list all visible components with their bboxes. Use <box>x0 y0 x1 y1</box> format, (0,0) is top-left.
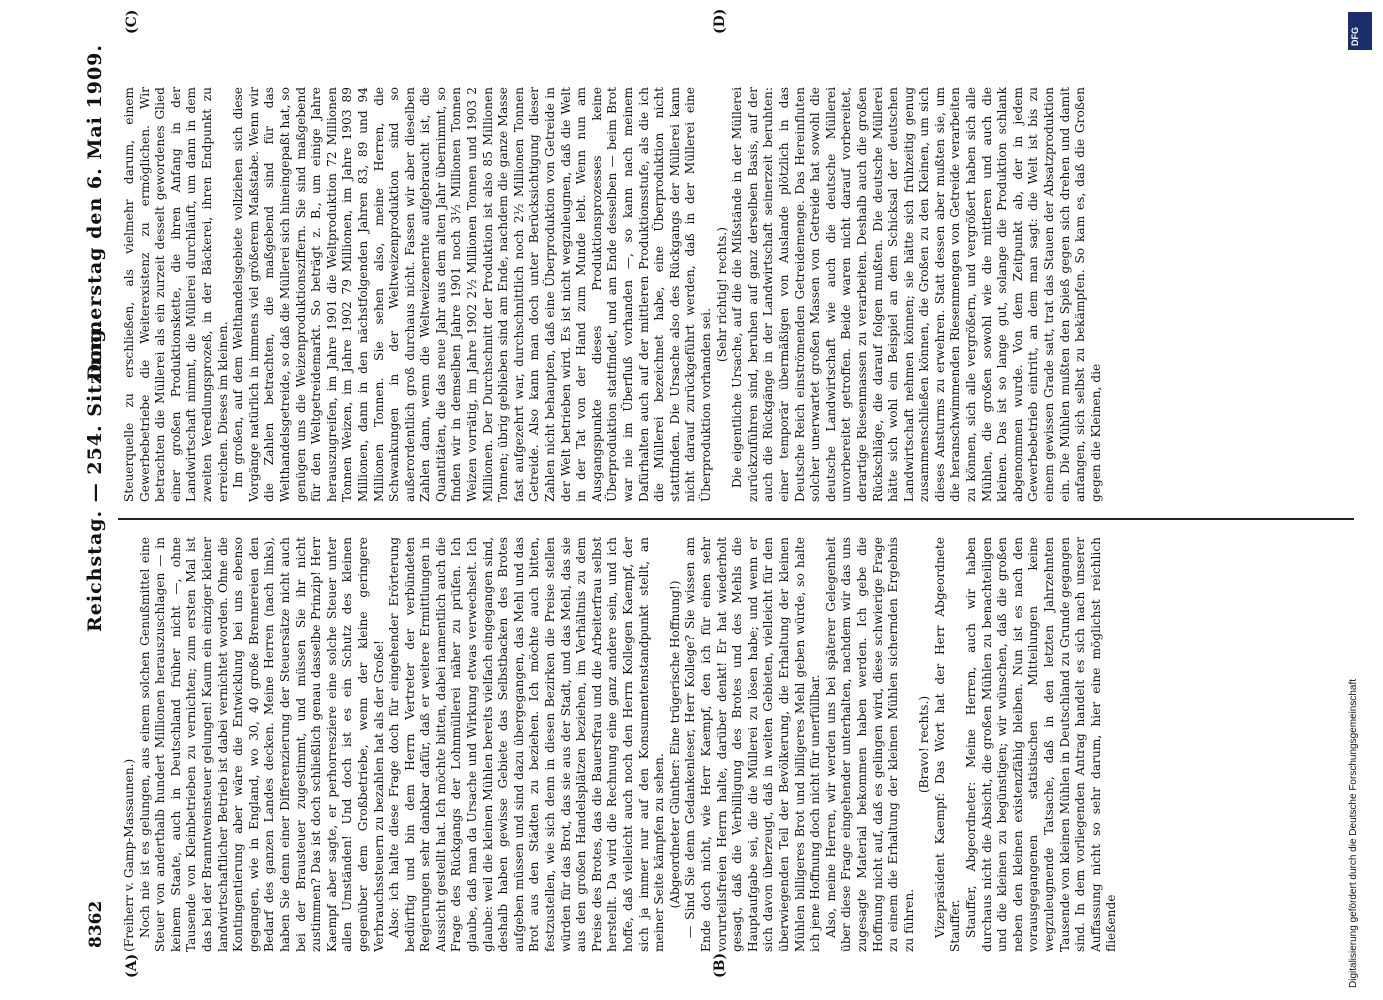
page-number: 8362 <box>86 900 106 948</box>
paragraph: Noch nie ist es gelungen, aus einem solchen Genußmittel eine Steuer von anderthalb hundert Millionen herauszuschlagen — in keinem Staate, auch in Deutschland früher nicht —, ohne Tausende von Kleinbetrieben zu vernichten; zum ersten Mal ist das bei der Branntweinsteuer gelungen! Kaum ein einziger kleiner landwirtschaftlicher Betrieb ist dabei vernichtet worden. Ohne die Kontingentierung aber wäre die Entwicklung bei uns ebenso gegangen, wie in England, wo 30, 40 große Brennereien den Bedarf des ganzen Landes decken. Meine Herren (nach links), haben Sie denn einer Differenzierung der Steuersätze nicht auch bei der Brausteuer zugestimmt, und müssen Sie ihr nicht zustimmen? Das ist doch schließlich genau dasselbe Prinzip! Herr Kaempf aber sagte, er perhorresziere eine solche Steuer unter allen Umständen! Und doch ist es ein Schutz des kleinen gegenüber dem Großbetriebe, wenn der kleine geringere Verbrauchssteuern zu bezahlen hat als der Große! <box>137 537 386 952</box>
right-column <box>122 87 1352 502</box>
paragraph: Also: ich halte diese Frage doch für eingehender Erörterung bedürftig und bin dem Herrn Vertreter der verbündeten Regierungen sehr dankbar dafür, daß er weitere Ermittlungen in Aussicht gestellt hat. Ich möchte bitten, dabei namentlich auch die Frage des Rückgangs der Lohnmüllerei näher zu prüfen. Ich glaube, daß man da Ursache und Wirkung etwas verwechselt. Ich glaube: weil die kleinen Mühlen bereits vielfach eingegangen sind, deshalb haben gewisse Gebiete das Selbstbacken des Brotes aufgeben müssen und sind dazu übergegangen, das Mehl und das Brot aus den Städten zu beziehen. Ich möchte auch bitten, festzustellen, wie sich denn in diesen Bezirken die Preise stellen würden für das Brot, das sie aus der Stadt, und das Mehl, das sie aus den großen Handelsplätzen beziehen, im Verhältnis zu dem Preise des Brotes, das die Bauersfrau und die Arbeiterfrau selbst herstellt. Da wird die Rechnung eine ganz andere sein, und ich hoffe, daß vielleicht auch noch den Herrn Kollegen Kaempf, der sich ja immer nur auf den Konsumentenstandpunkt stellt, an meiner Seite kämpfen zu sehen. <box>387 537 667 952</box>
interjection: (Bravo! rechts.) <box>917 695 932 794</box>
margin-marker-d: (D) <box>712 8 728 34</box>
interjection: (Sehr richtig! rechts.) <box>714 226 729 363</box>
paragraph: Im großen, auf dem Welthandelsgebiete vollziehen sich diese Vorgänge natürlich in immens viel größerem Maßstabe. Wenn wir die Zahlen betrachten, die maßgebend sind für das Welthandelsgetreide, so daß die Müllerei sich hineingepaßt hat, so genügen uns die Weizenproduktionsziffern. Sie sind maßgebend für den Weltgetreidemarkt. So beträgt z. B., um einige Jahre herauszugreifen, im Jahre 1901 die Weltproduktion 72 Millionen Tonnen Weizen, im Jahre 1902 79 Millionen, im Jahre 1903 89 Millionen, dann in den nächstfolgenden Jahren 83, 89 und 94 Millionen Tonnen. Sie sehen also, meine Herren, die Schwankungen in der Weltweizenproduktion sind so außerordentlich groß durchaus nicht. Fassen wir aber dieselben Zahlen dann, wenn die Weltweizenernte aufgebraucht ist, die Quantitäten, die das neue Jahr aus dem alten Jahr übernimmt, so finden wir in demselben Jahre 1901 noch 3½ Millionen Tonnen Weizen vorrätig, im Jahre 1902 2½ Millionen Tonnen und 1903 2 Millionen. Der Durchschnitt der Produktion ist also 85 Millionen Tonnen; übrig geblieben sind am Ende, nachdem die ganze Masse fast aufgezehrt war, durchschnittlich noch 2½ Millionen Tonnen Getreide. Also kann man doch unter Berücksichtigung dieser Zahlen nicht behaupten, daß eine Überproduktion von Getreide in der Welt betrieben wird. Es ist nicht wegzuleugnen, daß die Welt in der Tat von der Hand zum Munde lebt. Wenn nun am Ausgangspunkte dieses Produktionsprozesses keine Überproduktion stattfindet, und am Ende desselben — beim Brot war nie im Überfluß vorhanden —, so kann nach meinem Dafürhalten auch auf der mittleren Produktionsstufe, als die ich die Müllerei bezeichnet habe, eine Überproduktion nicht stattfinden. Die Ursache also des Rückgangs der Müllerei kann nicht darauf zurückgeführt werden, daß in der Müllerei eine Überproduktion vorhanden sei. <box>231 87 713 502</box>
paragraph: Vizepräsident Kaempf: Das Wort hat der Herr Abgeordnete Stauffer. <box>932 537 963 952</box>
digitization-footer <box>1348 12 1374 992</box>
digitization-credit: Digitalisierung gefördert durch die Deutsche Forschungsgemeinschaft <box>1348 678 1359 988</box>
interjection: (Abgeordneter Günther: Eine trügerische Hoffnung!) <box>667 580 682 909</box>
margin-marker-b: (B) <box>712 952 728 978</box>
paragraph: Also, meine Herren, wir werden uns bei späterer Gelegenheit über diese Frage eingehender unterhalten, nachdem wir das uns zugesagte Material bekommen haben werden. Ich gebe die Hoffnung nicht auf, daß es gelingen wird, diese schwierige Frage zu einem die Erhaltung der kleinen Mühlen sichernden Ergebnis zu führen. <box>823 537 916 952</box>
margin-marker-c: (C) <box>124 9 140 34</box>
column-divider <box>118 518 1354 520</box>
paragraph: — Sind Sie denn Gedankenleser, Herr Kollege? Sie wissen am Ende doch nicht, wie Herr Kaempf, den ich für einen sehr vorurteilsfreien Herrn halte, darüber denkt! Er hat wiederholt gesagt, daß die Verbilligung des Brotes und des Mehls die Hauptaufgabe sei, die die Müllerei zu lösen habe; und wenn er sich davon überzeugt, daß in weiten Gebieten, vielleicht für den überwiegenden Teil der Bevölkerung, die Erhaltung der kleinen Mühlen billigeres Brot und billigeres Mehl geben würde, so halte ich jene Hoffnung doch nicht für unerfüllbar. <box>683 537 823 952</box>
speaker-note: (Freiherr v. Gamp-Massaunen.) <box>122 758 136 952</box>
page-header <box>72 44 120 952</box>
session-title: Reichstag. — 254. Sitzung. <box>84 320 106 632</box>
left-column <box>122 537 1352 952</box>
margin-marker-a: (A) <box>124 953 140 978</box>
paragraph: Stauffer, Abgeordneter: Meine Herren, auch wir haben durchaus nicht die Absicht, die großen Mühlen zu benachteiligen und die kleinen zu begünstigen; wir wünschen, daß die großen neben den kleinen existenzfähig bleiben. Nun ist es nach den vorausgegangenen statistischen Mitteilungen keine wegzuleugnende Tatsache, daß in den letzten Jahrzehnten Tausende von kleinen Mühlen in Deutschland zu Grunde gegangen sind. In dem vorliegenden Antrag handelt es sich nach unserer Auffassung nicht so sehr darum, hier eine möglichst reichlich fließende <box>964 537 1119 952</box>
session-date: Donnerstag den 6. Mai 1909. <box>84 44 106 381</box>
paragraph: Die eigentliche Ursache, auf die die Mißstände in der Müllerei zurückzuführen sind, beruhen auf ganz derselben Basis, auf der auch die Rückgänge in der Landwirtschaft seinerzeit beruhten: einer temporär übermäßigen von Auslande plötzlich in das Deutsche Reich einströmenden Getreidemenge. Das Hereinfluten solcher unerwartet großen Massen von Getreide hat sowohl die deutsche Landwirtschaft wie auch die deutsche Müllerei unvorbereitet getroffen. Beide waren nicht darauf vorbereitet, derartige Riesenmassen zu verarbeiten. Deshalb auch die großen Rückschläge, die darauf folgen mußten. Die deutsche Müllerei hätte sich wohl ein Beispiel an dem Schicksal der deutschen Landwirtschaft nehmen können; sie hätte sich frühzeitig genug zusammenschließen können, die Großen zu den Kleinen, um sich dieses Ansturms zu erwehren. Statt dessen aber mußten sie, um die heranschwimmenden Riesenmengen von Getreide verarbeiten zu können, sich alle vergrößern, und vergrößert haben sich alle Mühlen, die großen sowohl wie die mittleren und auch die kleinen. Das ist so lange gut, solange die Produktion schlank abgenommen wurde. Von dem Zeitpunkt ab, der in jedem Gewerbebetrieb eintritt, an dem man sagt: die Welt ist bis zu einem gewissen Grade satt, trat das Stauen der Absatzproduktion ein. Die Mühlen mußten den Spieß gegen sich drehen und damit anfangen, sich selbst zu bekämpfen. So kam es, daß die Großen gegen die Kleinen, die <box>730 87 1103 502</box>
paragraph: Steuerquelle zu erschließen, als vielmehr darum, einem Gewerbebetriebe die Weiterexistenz zu ermöglichen. Wir betrachten die Müllerei als ein zurzeit desselt gewordenes Glied einer großen Produktionskette, die ihren Anfang in der Landwirtschaft nimmt, die Müllerei durchläuft, um dann in dem zweiten Veredlungsprozeß, in der Bäckerei, ihren Endpunkt zu erreichen. Dieses im kleinen. <box>122 87 230 502</box>
dfg-logo: DFG <box>1348 12 1372 50</box>
